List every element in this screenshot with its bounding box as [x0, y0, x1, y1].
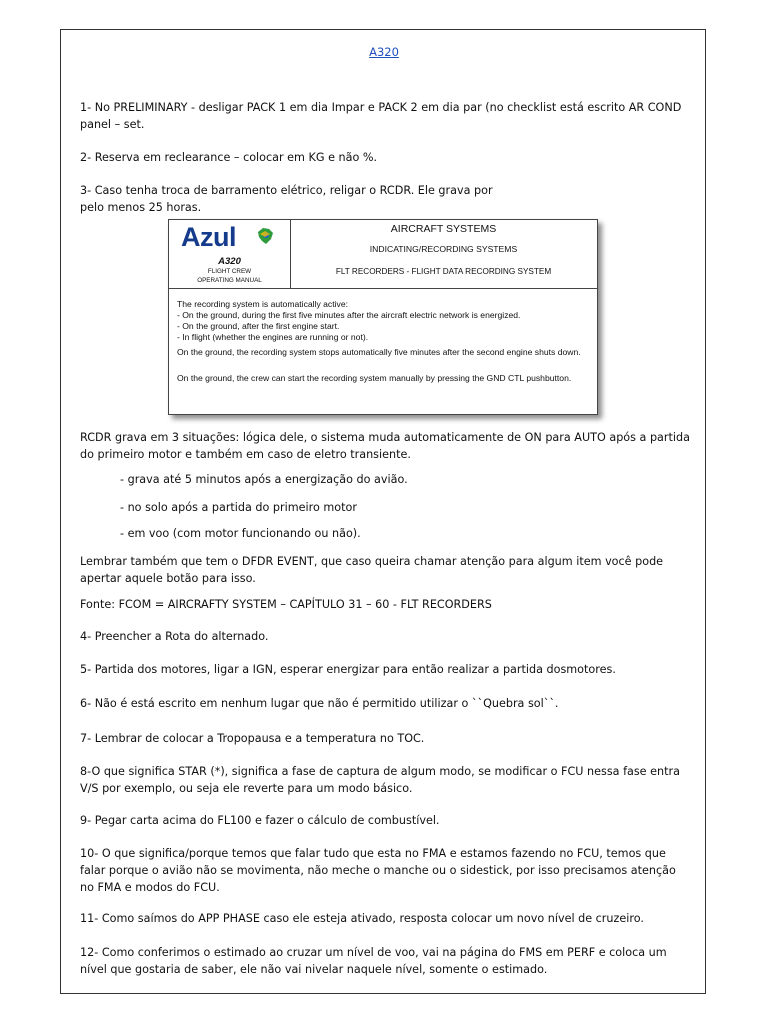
item-4: 4- Preencher a Rota do alternado. — [80, 630, 269, 643]
fcom-line: - On the ground, after the first engine start. — [177, 321, 340, 331]
item-3: 3- Caso tenha troca de barramento elétrico, religar o RCDR. Ele grava por pelo menos 25 horas. — [80, 184, 493, 214]
source-line: Fonte: FCOM = AIRCRAFTY SYSTEM – CAPÍTULO 31 – 60 - FLT RECORDERS — [80, 598, 492, 611]
rcdr-paragraph: RCDR grava em 3 situações: lógica dele, o sistema muda automaticamente de ON para AUTO após a partida do primeiro motor e também em caso de eletro transiente. — [80, 431, 690, 461]
fcom-header-chapter: AIRCRAFT SYSTEMS — [390, 223, 497, 235]
fcom-header-subject: FLT RECORDERS - FLIGHT DATA RECORDING SYSTEM — [335, 267, 552, 276]
fcom-excerpt — [168, 219, 598, 415]
document-title: A320 — [369, 45, 399, 59]
item-1: 1- No PRELIMINARY - desligar PACK 1 em dia Impar e PACK 2 em dia par (no checklist está escrito AR COND panel – set. — [80, 101, 682, 131]
item-10: 10- O que significa/porque temos que falar tudo que esta no FMA e estamos fazendo no FCU, temos que falar porque o avião não se movimenta, não meche o manche ou o sidestick, por isso precisamos atenção no FMA e modos do FCU. — [80, 847, 676, 894]
rcdr-point: - em voo (com motor funcionando ou não). — [120, 527, 361, 540]
item-2: 2- Reserva em reclearance – colocar em KG e não %. — [80, 151, 378, 164]
item-12: 12- Como conferimos o estimado ao cruzar um nível de voo, vai na página do FMS em PERF e coloca um nível que gostaria de saber, ele não vai nivelar naquele nível, somente o estimado. — [80, 946, 667, 976]
item-6: 6- Não é está escrito em nenhum lugar que não é permitido utilizar o ``Quebra sol``. — [80, 697, 559, 710]
brazil-map-icon — [255, 226, 275, 246]
azul-logo: Azul — [181, 222, 236, 252]
dfdr-paragraph: Lembrar também que tem o DFDR EVENT, que caso queira chamar atenção para algum item você pode apertar aquele botão para isso. — [80, 555, 664, 585]
fcom-line: - In flight (whether the engines are running or not). — [177, 332, 369, 342]
fcom-manual-line2: OPERATING MANUAL — [197, 277, 262, 284]
fcom-header — [169, 220, 597, 289]
fcom-manual-line1: FLIGHT CREW — [207, 268, 252, 275]
item-11: 11- Como saímos do APP PHASE caso ele esteja ativado, resposta colocar um novo nível de cruzeiro. — [80, 912, 644, 925]
item-5: 5- Partida dos motores, ligar a IGN, esperar energizar para então realizar a partida dosmotores. — [80, 663, 616, 676]
fcom-line: On the ground, the recording system stops automatically five minutes after the second engine shuts down. — [177, 347, 581, 357]
item-7: 7- Lembrar de colocar a Tropopausa e a temperatura no TOC. — [80, 732, 425, 745]
item-8: 8-O que significa STAR (*), significa a fase de captura de algum modo, se modificar o FCU nessa fase entra V/S por exemplo, ou seja ele reverte para um modo básico. — [80, 765, 680, 795]
fcom-line: - On the ground, during the first five minutes after the aircraft electric network is energized. — [177, 310, 521, 320]
fcom-line: On the ground, the crew can start the recording system manually by pressing the GND CTL pushbutton. — [177, 373, 572, 383]
fcom-logo-block — [169, 220, 291, 288]
fcom-header-section: INDICATING/RECORDING SYSTEMS — [369, 244, 518, 254]
rcdr-point: - no solo após a partida do primeiro motor — [120, 501, 357, 514]
item-9: 9- Pegar carta acima do FL100 e fazer o cálculo de combustível. — [80, 814, 440, 827]
rcdr-point: - grava até 5 minutos após a energização do avião. — [120, 473, 408, 486]
fcom-line: The recording system is automatically active: — [177, 299, 348, 309]
fcom-model: A320 — [218, 256, 241, 267]
